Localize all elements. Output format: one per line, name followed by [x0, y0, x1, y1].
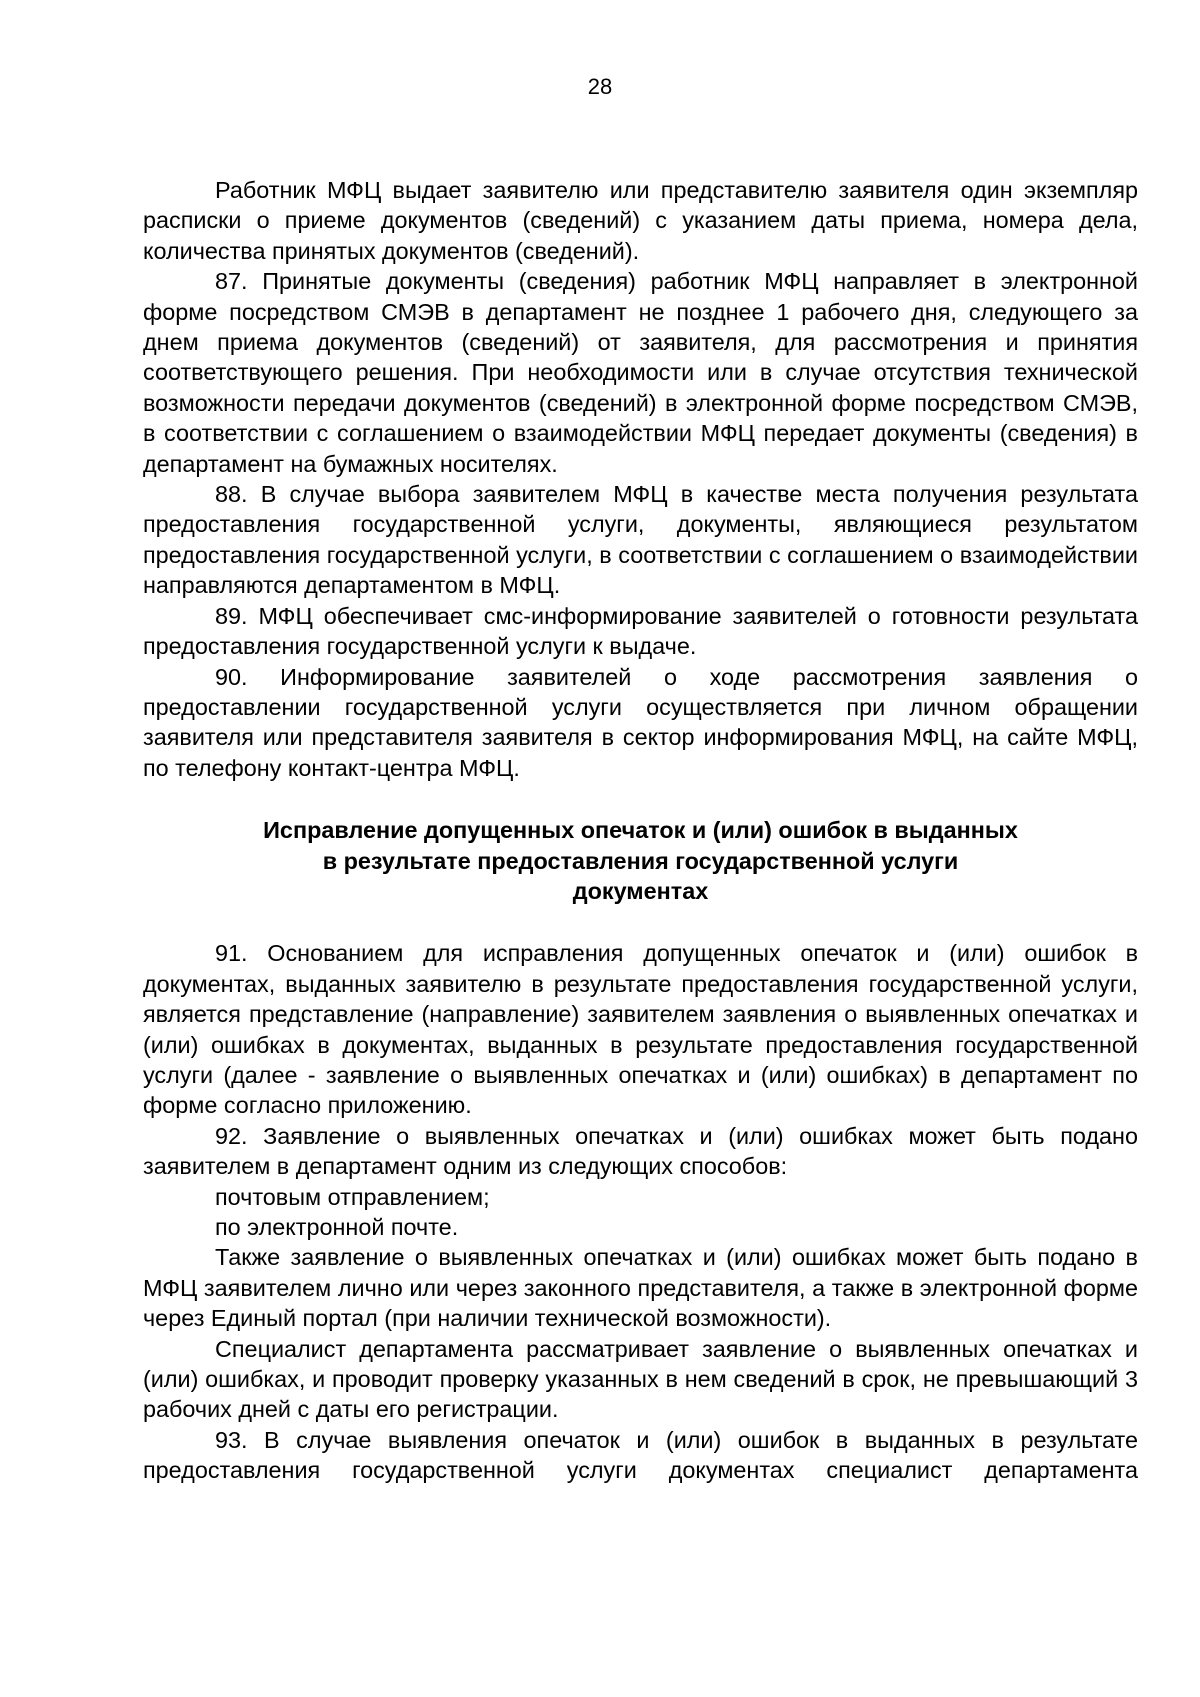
page-number: 28: [587, 74, 613, 99]
section-title-line-3: документах: [572, 877, 709, 904]
paragraph-93: 93. В случае выявления опечаток и (или) ошибок в выданных в результате предоставления государственной услуги документах специалист департамента: [143, 1426, 1138, 1484]
paragraph-review: Специалист департамента рассматривает заявление о выявленных опечатках и (или) ошибках, и проводит проверку указанных в нем сведений в срок, не превышающий 3 рабочих дней с даты его регистрации.: [143, 1335, 1138, 1423]
paragraph-89: 89. МФЦ обеспечивает смс-информирование заявителей о готовности результата предоставления государственной услуги к выдаче.: [143, 602, 1138, 660]
method-postal: почтовым отправлением;: [215, 1183, 490, 1210]
paragraph-mfc-receipt: Работник МФЦ выдает заявителю или представителю заявителя один экземпляр расписки о приеме документов (сведений) с указанием даты приема, номера дела, количества принятых документов (сведений).: [143, 177, 1138, 264]
section-title: [143, 815, 1138, 906]
paragraph-91: 91. Основанием для исправления допущенных опечаток и (или) ошибок в документах, выданных заявителю в результате предоставления государственной услуги, является представление (направление) заявителем заявления о выявленных опечатках и (или) ошибках в документах, выданных в результате предоставления государственной услуги (далее - заявление о выявленных опечатках и (или) ошибках) в департамент по форме согласно приложению.: [143, 940, 1138, 1119]
paragraph-mfc-submission: Также заявление о выявленных опечатках и (или) ошибках может быть подано в МФЦ заявителем лично или через законного представителя, а также в электронной форме через Единый портал (при наличии технической возможности).: [143, 1244, 1138, 1332]
document-body: [143, 175, 1138, 1486]
paragraph-92: 92. Заявление о выявленных опечатках и (или) ошибках может быть подано заявителем в департамент одним из следующих способов:: [143, 1122, 1138, 1180]
paragraph-90: 90. Информирование заявителей о ходе рассмотрения заявления о предоставлении государственной услуги осуществляется при личном обращении заявителя или представителя заявителя в сектор информирования МФЦ, на сайте МФЦ, по телефону контакт-центра МФЦ.: [143, 663, 1138, 781]
method-email: по электронной почте.: [215, 1214, 459, 1240]
section-title-line-2: в результате предоставления государственной услуги: [322, 847, 959, 874]
section-title-line-1: Исправление допущенных опечаток и (или) ошибок в выданных: [263, 817, 1018, 844]
paragraph-87: 87. Принятые документы (сведения) работник МФЦ направляет в электронной форме посредством СМЭВ в департамент не позднее 1 рабочего дня, следующего за днем приема документов (сведений) от заявителя, для рассмотрения и принятия соответствующего решения. При необходимости или в случае отсутствия технической возможности передачи документов (сведений) в электронной форме посредством СМЭВ, в соответствии с соглашением о взаимодействии МФЦ передает документы (сведения) в департамент на бумажных носителях.: [143, 268, 1138, 477]
paragraph-88: 88. В случае выбора заявителем МФЦ в качестве места получения результата предоставления государственной услуги, документы, являющиеся результатом предоставления государственной услуги, в соответствии с соглашением о взаимодействии направляются департаментом в МФЦ.: [143, 481, 1138, 599]
